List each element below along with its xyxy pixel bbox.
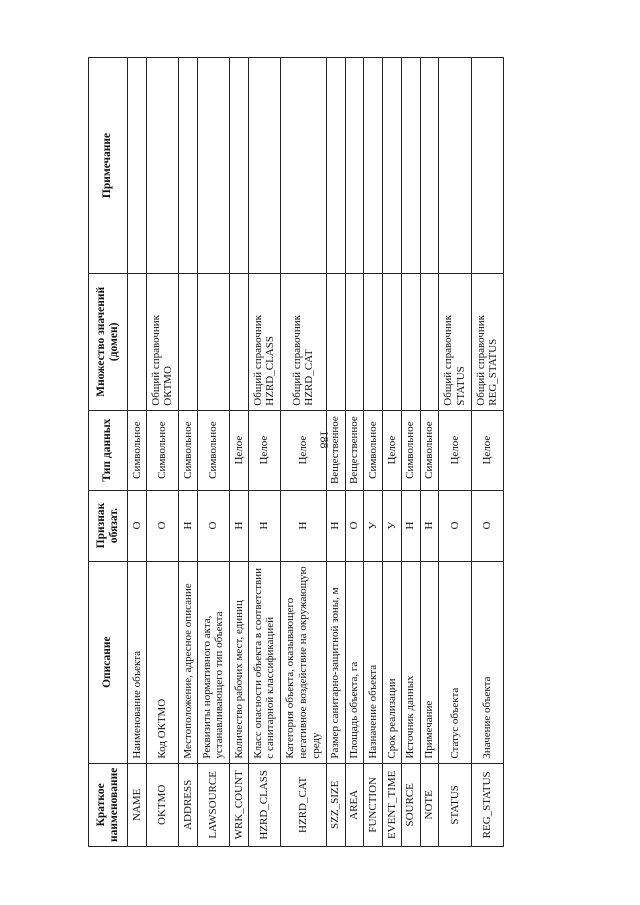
table-row <box>248 58 280 847</box>
cell-data-type: Символьное <box>420 410 439 490</box>
cell-domain <box>401 273 420 410</box>
table-row <box>420 58 439 847</box>
cell-note <box>401 58 420 274</box>
attribute-table <box>88 57 504 847</box>
page-number: 188 <box>317 430 332 449</box>
cell-short-name: NOTE <box>420 763 439 846</box>
cell-required: Н <box>281 490 327 561</box>
cell-description: Срок реализации <box>383 561 402 763</box>
cell-short-name: ADDRESS <box>179 763 198 846</box>
cell-note <box>439 58 471 274</box>
cell-required: У <box>364 490 383 561</box>
cell-domain <box>128 273 147 410</box>
table-row <box>364 58 383 847</box>
cell-required: У <box>383 490 402 561</box>
table-row <box>230 58 249 847</box>
header-short-name: Краткое наименование <box>89 763 128 846</box>
table-row <box>383 58 402 847</box>
cell-description: Наименование объекта <box>128 561 147 763</box>
cell-short-name: FUNCTION <box>364 763 383 846</box>
cell-domain: Общий справочник STATUS <box>439 273 471 410</box>
header-domain: Множество значений (домен) <box>89 273 128 410</box>
cell-domain: Общий справочник ОКТМО <box>146 273 178 410</box>
cell-short-name: EVENT_TIME <box>383 763 402 846</box>
cell-description: Статус объекта <box>439 561 471 763</box>
table-row <box>146 58 178 847</box>
cell-domain <box>230 273 249 410</box>
cell-description: Источник данных <box>401 561 420 763</box>
cell-short-name: SOURCE <box>401 763 420 846</box>
cell-data-type: Вещественное <box>326 410 345 490</box>
cell-short-name: SZZ_SIZE <box>326 763 345 846</box>
cell-domain: Общий справочник HZRD_CLASS <box>248 273 280 410</box>
cell-domain <box>364 273 383 410</box>
header-required: Признак обязат. <box>89 490 128 561</box>
cell-note <box>326 58 345 274</box>
cell-note <box>345 58 364 274</box>
cell-required: О <box>128 490 147 561</box>
cell-description: Площадь объекта, га <box>345 561 364 763</box>
cell-description: Примечание <box>420 561 439 763</box>
cell-note <box>281 58 327 274</box>
cell-description: Класс опасности объекта в соответствии с санитарной классификацией <box>248 561 280 763</box>
cell-description: Значение объекта <box>471 561 503 763</box>
cell-description: Назначение объекта <box>364 561 383 763</box>
cell-domain <box>326 273 345 410</box>
table-body <box>128 58 504 847</box>
cell-required: Н <box>248 490 280 561</box>
cell-data-type: Символьное <box>197 410 229 490</box>
cell-short-name: REG_STATUS <box>471 763 503 846</box>
cell-data-type: Целое <box>281 410 327 490</box>
table-row <box>326 58 345 847</box>
cell-note <box>197 58 229 274</box>
cell-required: О <box>345 490 364 561</box>
table-row <box>439 58 471 847</box>
cell-required: Н <box>326 490 345 561</box>
cell-domain: Общий справочник HZRD_CAT <box>281 273 327 410</box>
cell-data-type: Символьное <box>128 410 147 490</box>
cell-short-name: WRK_COUNT <box>230 763 249 846</box>
cell-required: О <box>439 490 471 561</box>
cell-short-name: HZRD_CAT <box>281 763 327 846</box>
table-row <box>128 58 147 847</box>
table-row <box>471 58 503 847</box>
cell-short-name: STATUS <box>439 763 471 846</box>
cell-note <box>471 58 503 274</box>
cell-required: Н <box>420 490 439 561</box>
cell-data-type: Вещественное <box>345 410 364 490</box>
cell-required: Н <box>179 490 198 561</box>
cell-description: Реквизиты нормативного акта, устанавливающего тип объекта <box>197 561 229 763</box>
cell-data-type: Целое <box>471 410 503 490</box>
cell-domain <box>420 273 439 410</box>
cell-note <box>420 58 439 274</box>
cell-short-name: LAWSOURCE <box>197 763 229 846</box>
cell-required: Н <box>401 490 420 561</box>
cell-domain <box>179 273 198 410</box>
table-row <box>179 58 198 847</box>
cell-data-type: Целое <box>383 410 402 490</box>
cell-short-name: AREA <box>345 763 364 846</box>
cell-short-name: NAME <box>128 763 147 846</box>
cell-note <box>383 58 402 274</box>
cell-short-name: OKTMO <box>146 763 178 846</box>
cell-domain: Общий справочник REG_STATUS <box>471 273 503 410</box>
table-row <box>345 58 364 847</box>
cell-data-type: Символьное <box>146 410 178 490</box>
cell-description: Код ОКТМО <box>146 561 178 763</box>
cell-note <box>230 58 249 274</box>
cell-description: Размер санитарно-защитной зоны, м <box>326 561 345 763</box>
cell-domain <box>197 273 229 410</box>
attribute-table-container <box>88 57 504 847</box>
cell-note <box>248 58 280 274</box>
header-note: Примечание <box>89 58 128 274</box>
cell-note <box>179 58 198 274</box>
cell-domain <box>345 273 364 410</box>
cell-required: О <box>197 490 229 561</box>
cell-domain <box>383 273 402 410</box>
cell-required: Н <box>230 490 249 561</box>
cell-note <box>146 58 178 274</box>
header-description: Описание <box>89 561 128 763</box>
cell-description: Количество рабочих мест, единиц <box>230 561 249 763</box>
cell-data-type: Целое <box>230 410 249 490</box>
cell-description: Категория объекта, оказывающего негативное воздействие на окружающую среду <box>281 561 327 763</box>
table-row <box>401 58 420 847</box>
table-row <box>281 58 327 847</box>
cell-description: Местоположение, адресное описание <box>179 561 198 763</box>
cell-short-name: HZRD_CLASS <box>248 763 280 846</box>
cell-data-type: Символьное <box>401 410 420 490</box>
cell-data-type: Целое <box>439 410 471 490</box>
header-data-type: Тип данных <box>89 410 128 490</box>
cell-note <box>128 58 147 274</box>
cell-note <box>364 58 383 274</box>
cell-data-type: Символьное <box>179 410 198 490</box>
cell-data-type: Целое <box>248 410 280 490</box>
cell-required: О <box>471 490 503 561</box>
cell-data-type: Символьное <box>364 410 383 490</box>
table-row <box>197 58 229 847</box>
table-header-row <box>89 58 128 847</box>
cell-required: О <box>146 490 178 561</box>
